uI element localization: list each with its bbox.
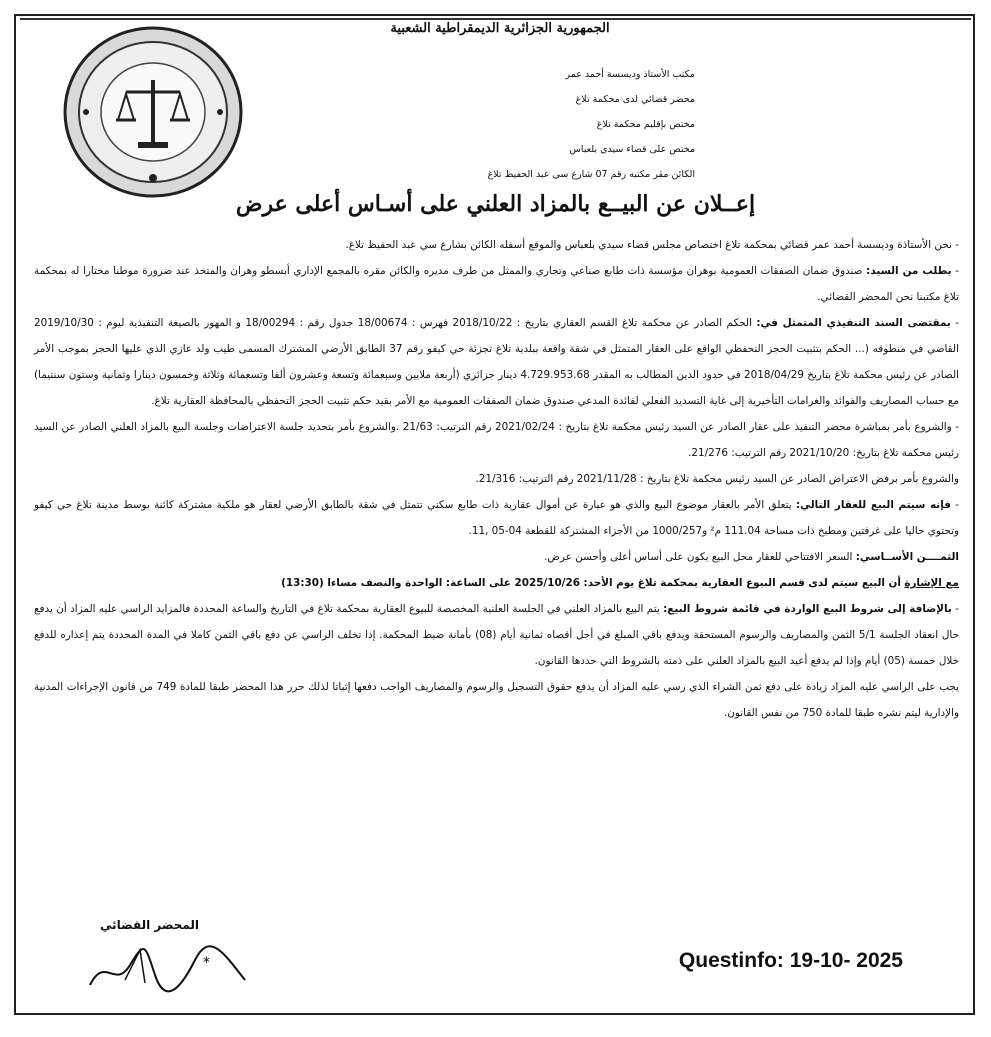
paragraph: مع الإشارة أن البيع سيتم لدى قسم البيوع العقارية بمحكمة تلاغ يوم الأحد: 2025/10/26 على الساعة: الواحدة والنصف مساءا (13:30) xyxy=(281,577,959,589)
signer-title: المحضر القضائي xyxy=(100,918,200,932)
paragraph: يجب على الراسي عليه المزاد زيادة على دفع ثمن الشراء الذي رسي عليه المزاد أن يدفع حقوق التسجيل والرسوم والمصاريف الواجب دفعها إثباتا لذلك حرر هذا المحضر طبقا للمادة 749 من قانون الإجراءات المدنية والإدارية ليتم نشره طبقا للمادة 750 من نفس القانون. xyxy=(34,681,959,719)
source-credit: Questinfo: 19-10- 2025 xyxy=(678,949,903,972)
signature-icon xyxy=(85,935,255,995)
bailiff-line: محضر قضائي لدى محكمة تلاغ xyxy=(575,94,695,105)
paragraph: - بمقتضى السند التنفيذي المتمثل في: الحكم الصادر عن محكمة تلاغ القسم العقاري بتاريخ : 2018/10/22 فهرس : 18/00674 جدول رقم : 18/00294 و المهور بالصيغة التنفيذية ليوم : 2019/10/30 القاضي في منطوقه (... الحكم بتثبيت الحجز التحفظي الواقع على العقار المتمثل في شقة واقعة ببلدية تلاغ تجزئة حي كيفو رقم 37 الطابق الأرضي المشترك المسمى طيب ولد عازي الذي عليها الحجز بموجب الأمر الصادر عن رئيس محكمة تلاغ بتاريخ 2018/04/29 في حدود الدين المطالب به المقدر 4.729.953.68 دينار جزائري (أربعة ملايين وسبعمائة وتسعة وعشرون ألفا وتسعمائة وثلاثة وخمسون دينارا وثمانية وستون سنتيما) مع حساب المصاريف والفوائد والغرامات التأخيرية إلى غاية التسديد الفعلي لفائدة المدعي صندوق ضمان الصفقات العمومية مع الأمر بقيد حكم تثبيت الحجز التحفظي بالمحافظة العقارية تلاغ. xyxy=(34,317,960,407)
court-seal-icon xyxy=(58,22,248,202)
bailiff-office-block xyxy=(445,62,695,187)
svg-text:*: * xyxy=(203,955,210,971)
notice-title: إعــلان عن البيــع بالمزاد العلني على أسـاس أعلى عرض xyxy=(235,191,756,217)
paragraph: والشروع بأمر برفض الاعتراض الصادر عن السيد رئيس محكمة تلاغ بتاريخ : 2021/11/28 رقم الترتيب: 21/316. xyxy=(475,473,959,485)
republic-heading: الجمهورية الجزائرية الديمقراطية الشعبية xyxy=(390,21,610,36)
notice-body xyxy=(34,232,959,726)
bailiff-line: مكتب الأستاذ وديسسة أحمد عمر xyxy=(565,69,695,80)
bailiff-line: مختص على قضاء سيدي بلعباس xyxy=(569,144,695,155)
paragraph: - بطلب من السيد: صندوق ضمان الصفقات العمومية بوهران مؤسسة ذات طابع صناعي وتجاري والممثل من طرف مديره والكائن مقره بالمجمع الإداري أبسطو وهران والمتخذ عند ضرورة موطنا مختارا له بمحكمة تلاغ مكتبنا نحن المحضر القضائي. xyxy=(34,265,959,303)
paragraph: الثمــــن الأســاسي: السعر الافتتاحي للعقار محل البيع يكون على أساس أعلى وأحسن عرض. xyxy=(544,551,959,563)
paragraph: - نحن الأستاذة وديسسة أحمد عمر قضائي بمحكمة تلاغ اختصاص مجلس قضاء سيدي بلعباس والموقع أسفله الكائن بشارع سي عبد الحفيظ تلاغ. xyxy=(345,239,959,251)
paragraph: - والشروع بأمر بمباشرة محضر التنفيذ على عقار الصادر عن السيد رئيس محكمة تلاغ بتاريخ : 2021/02/24 رقم الترتيب: 21/63 .والشروع بأمر بتحديد جلسة الاعتراضات وجلسة البيع بالمزاد العلني الصادر عن السيد رئيس محكمة تلاغ بتاريخ: 2021/10/20 رقم الترتيب: 21/276. xyxy=(34,421,959,459)
paragraph: - بالإضافة إلى شروط البيع الواردة في قائمة شروط البيع: يتم البيع بالمزاد العلني في الجلسة العلنية المخصصة للبيوع العقارية بمحكمة تلاغ في التاريخ والساعة المحددة فالمزايد الراسي عليه المزاد أن يدفع حال انعقاد الجلسة 5/1 الثمن والمصاريف والرسوم المستحقة ويدفع باقي المبلغ في أجل أقصاه ثمانية أيام (08) بأمانة ضبط المحكمة. إذا تخلف الراسي عن دفع باقي الثمن كاملا في المدة المحددة يتم إعذاره للدفع خلال خمسة (05) أيام وإذا لم يدفع أعيد البيع بالمزاد العلني على ذمته بالشروط التي حددها القانون. xyxy=(34,603,959,667)
header-rule xyxy=(20,18,971,20)
bailiff-line: الكائن مقر مكتبه رقم 07 شارع سي عبد الحفيظ تلاغ xyxy=(487,169,695,180)
paragraph: - فإنه سيتم البيع للعقار التالي: يتعلق الأمر بالعقار موضوع البيع والذي هو عبارة عن أموال عقارية ذات طابع سكني تتمثل في شقة بالطابق الأرضي لعقار هو ملكية مشتركة كائنة بوسط مدينة تلاغ حي كيفو وتحتوي حاليا على غرفتين ومطبخ ذات مساحة 111.04 م² و1000/257 من الأجزاء المشتركة للقطعة 04-05 ,11. xyxy=(34,499,959,537)
bailiff-line: مختص بإقليم محكمة تلاغ xyxy=(596,119,695,130)
